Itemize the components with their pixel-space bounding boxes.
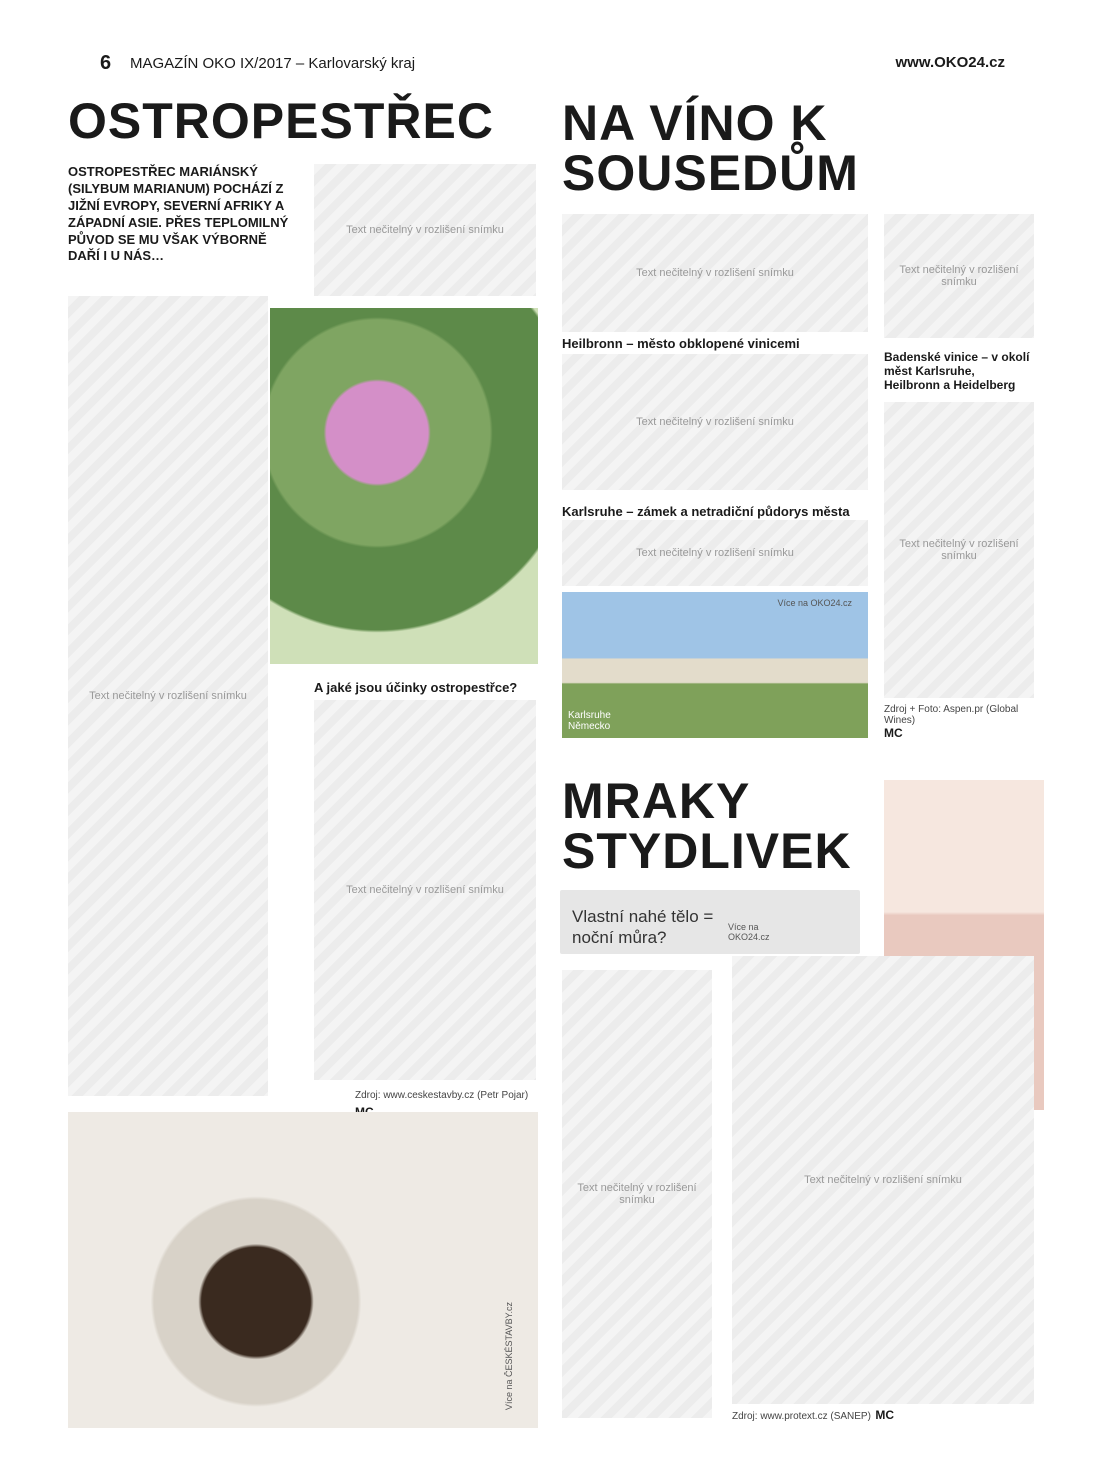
wine-source: [884, 704, 1034, 740]
baden-heading: Badenské vinice – v okolí měst Karlsruhe, Heilbronn a Heidelberg: [884, 350, 1030, 392]
karlsruhe-heading: Karlsruhe – zámek a netradiční půdorys města: [562, 504, 850, 519]
thistle-column-1: [68, 296, 268, 1096]
palace-caption: Karlsruhe Německo: [568, 710, 611, 732]
body-text-placeholder: Text nečitelný v rozlišení snímku: [577, 1182, 697, 1206]
ceskestavby-badge[interactable]: Více na ČESKÉSTAVBY.cz: [504, 1302, 514, 1411]
page-number: 6: [100, 52, 112, 74]
body-text-placeholder: Text nečitelný v rozlišení snímku: [804, 1174, 962, 1186]
thistle-question-heading: A jaké jsou účinky ostropestřce?: [314, 680, 518, 695]
karlsruhe-text: [562, 520, 868, 586]
mraky-column-2: [732, 956, 1034, 1404]
oko24-badge-mraky[interactable]: Více na OKO24.cz: [728, 922, 770, 942]
body-text-placeholder: Text nečitelný v rozlišení snímku: [899, 264, 1019, 288]
thistle-source-text: Zdroj: www.ceskestavby.cz (Petr Pojar): [355, 1090, 529, 1101]
body-text-placeholder: Text nečitelný v rozlišení snímku: [346, 884, 504, 896]
mraky-column-1: [562, 970, 712, 1418]
thistle-column-2-top: [314, 164, 536, 296]
wine-section-baden: [884, 350, 1034, 392]
headline-wine: NA VÍNO K SOUSEDŮM: [562, 95, 859, 201]
thistle-flower-photo: [270, 308, 538, 664]
site-url[interactable]: www.OKO24.cz: [895, 54, 1005, 71]
wine-author: MC: [884, 726, 903, 740]
karlsruhe-palace-photo: [562, 592, 868, 738]
headline-mraky: MRAKY STYDLIVEK: [562, 773, 852, 879]
baden-text: [884, 402, 1034, 698]
thistle-question: [314, 680, 536, 695]
headline-ostropestrec: OSTROPESTŘEC: [68, 93, 494, 149]
lead-ostropestrec: OSTROPESTŘEC MARIÁNSKÝ (SILYBUM MARIANUM) POCHÁZÍ Z JIŽNÍ EVROPY, SEVERNÍ AFRIKY A ZÁPADNÍ ASIE. PŘES TEPLOMILNÝ PŮVOD SE MU VŠAK VÝBORNĚ DAŘÍ I U NÁS…: [68, 164, 289, 264]
body-text-placeholder: Text nečitelný v rozlišení snímku: [636, 416, 794, 428]
body-text-placeholder: Text nečitelný v rozlišení snímku: [89, 690, 247, 702]
wine-column-2-top: [884, 214, 1034, 338]
wine-intro: [562, 214, 868, 332]
body-text-placeholder: Text nečitelný v rozlišení snímku: [636, 547, 794, 559]
body-text-placeholder: Text nečitelný v rozlišení snímku: [636, 267, 794, 279]
body-text-placeholder: Text nečitelný v rozlišení snímku: [346, 224, 504, 236]
mraky-author: MC: [875, 1408, 895, 1422]
mraky-source: [732, 1406, 1034, 1424]
magazine-title: MAGAZÍN OKO IX/2017 – Karlovarský kraj: [130, 55, 416, 72]
wine-source-text: Zdroj + Foto: Aspen.pr (Global Wines): [884, 704, 1019, 726]
wine-section-heilbronn: [562, 336, 868, 351]
heilbronn-heading: Heilbronn – město obklopené vinicemi: [562, 336, 800, 351]
oko24-badge[interactable]: Více na OKO24.cz: [777, 598, 852, 608]
question-text: Vlastní nahé tělo = noční můra?: [572, 907, 714, 948]
body-text-placeholder: Text nečitelný v rozlišení snímku: [899, 538, 1019, 562]
thistle-seeds-photo: [68, 1112, 538, 1428]
heilbronn-text: [562, 354, 868, 490]
wine-section-karlsruhe: [562, 504, 868, 519]
thistle-column-2-bottom: [314, 700, 536, 1080]
mraky-source-text: Zdroj: www.protext.cz (SANEP): [732, 1411, 871, 1422]
